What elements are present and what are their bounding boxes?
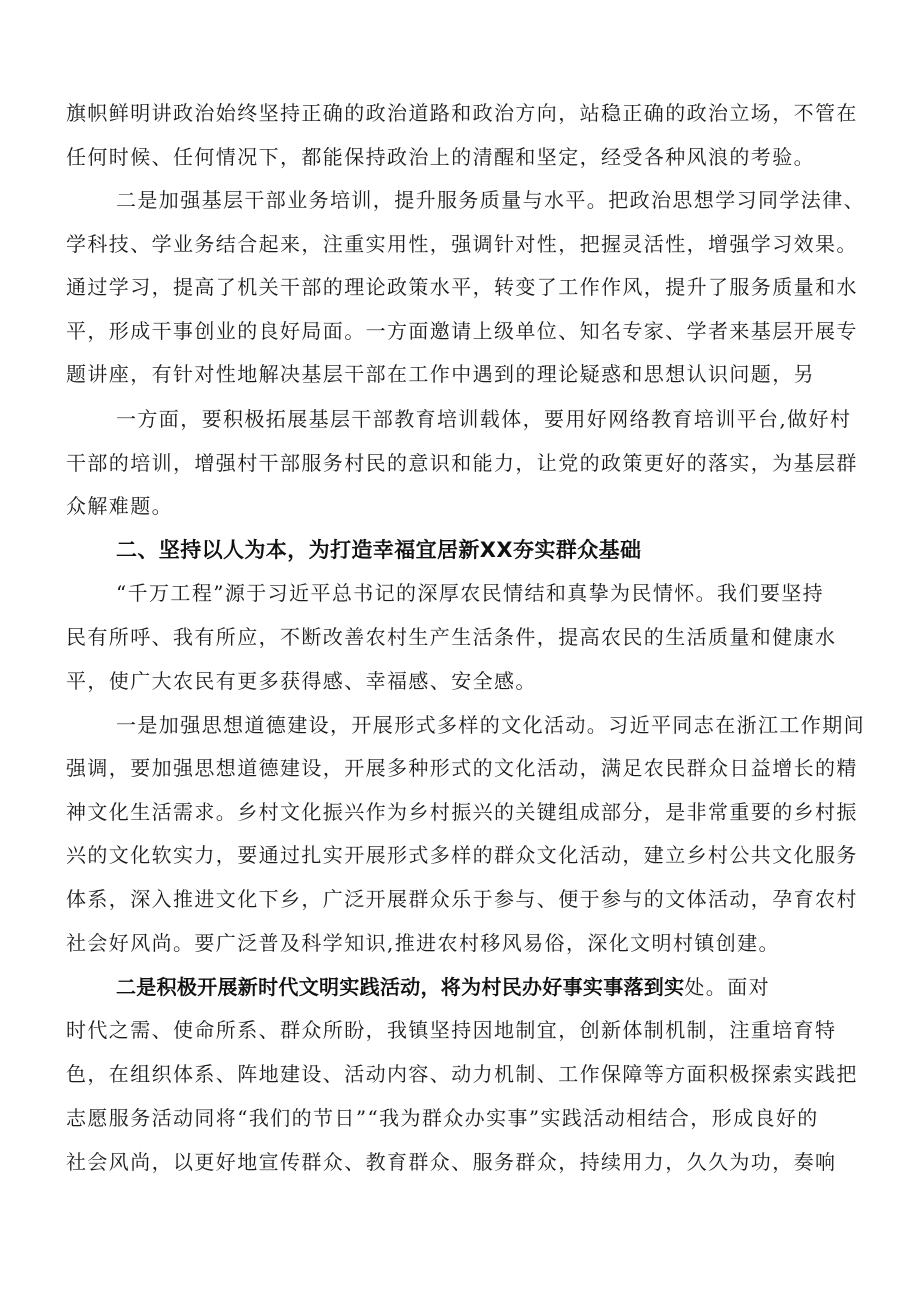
text-line: 民有所呼、我有所应，不断改善农村生产生活条件，提高农民的生活质量和健康水 — [66, 625, 837, 649]
text-line: 题讲座，有针对性地解决基层干部在工作中遇到的理论疑惑和思想认识问题，另 — [66, 362, 815, 386]
text-line: 体系，深入推进文化下乡，广泛开展群众乐于参与、便于参与的文体活动，孕育农村 — [66, 887, 858, 911]
text-line: 通过学习，提高了机关干部的理论政策水平，转变了工作作风，提升了服务质量和水 — [66, 275, 858, 299]
text-line: 任何时候、任何情况下，都能保持政治上的清醒和坚定，经受各种风浪的考验。 — [66, 145, 815, 169]
subsection-heading: 二是积极开展新时代文明实践活动，将为村民办好事实事落到实 — [116, 975, 685, 999]
text-line: 一是加强思想道德建设，开展形式多样的文化活动。习近平同志在浙江工作期间 — [116, 713, 865, 737]
section-heading: 二、坚持以人为本，为打造幸福宜居新XX夯实群众基础 — [116, 538, 642, 562]
text-line: 一方面，要积极拓展基层干部教育培训载体，要用好网络教育培训平台,做好村 — [116, 407, 852, 431]
text-line: 社会风尚，以更好地宣传群众、教育群众、服务群众，持续用力，久久为功，奏响 — [66, 1150, 837, 1174]
text-line: “千万工程”源于习近平总书记的深厚农民情结和真挚为民情怀。我们要坚持 — [116, 581, 825, 605]
subsection-line — [116, 972, 770, 1002]
text-line: 社会好风尚。要广泛普及科学知识,推进农村移风易俗，深化文明村镇创建。 — [66, 931, 780, 955]
text-run: 处。面对 — [684, 975, 771, 999]
text-line: 兴的文化软实力，要通过扎实开展形式多样的群众文化活动，建立乡村公共文化服务 — [66, 843, 858, 867]
text-line: 平，形成干事创业的良好局面。一方面邀请上级单位、知名专家、学者来基层开展专 — [66, 319, 858, 343]
text-line: 学科技、学业务结合起来，注重实用性，强调针对性，把握灵活性，增强学习效果。 — [66, 232, 858, 256]
text-line: 强调，要加强思想道德建设，开展多种形式的文化活动，满足农民群众日益增长的精 — [66, 756, 858, 780]
text-line: 众解难题。 — [66, 494, 173, 518]
text-line: 干部的培训，增强村干部服务村民的意识和能力，让党的政策更好的落实，为基层群 — [66, 451, 858, 475]
text-line: 志愿服务活动同将“我们的节日”“我为群众办实事”实践活动相结合，形成良好的 — [66, 1106, 819, 1130]
text-line: 二是加强基层干部业务培训，提升服务质量与水平。把政治思想学习同学法律、 — [116, 188, 865, 212]
text-line: 神文化生活需求。乡村文化振兴作为乡村振兴的关键组成部分，是非常重要的乡村振 — [66, 800, 858, 824]
text-line: 旗帜鲜明讲政治始终坚持正确的政治道路和政治方向，站稳正确的政治立场，不管在 — [66, 101, 858, 125]
text-line: 色，在组织体系、阵地建设、活动内容、动力机制、工作保障等方面积极探索实践把 — [66, 1062, 858, 1086]
text-line: 平，使广大农民有更多获得感、幸福感、安全感。 — [66, 669, 537, 693]
text-line: 时代之需、使命所系、群众所盼，我镇坚持因地制宜，创新体制机制，注重培育特 — [66, 1018, 837, 1042]
